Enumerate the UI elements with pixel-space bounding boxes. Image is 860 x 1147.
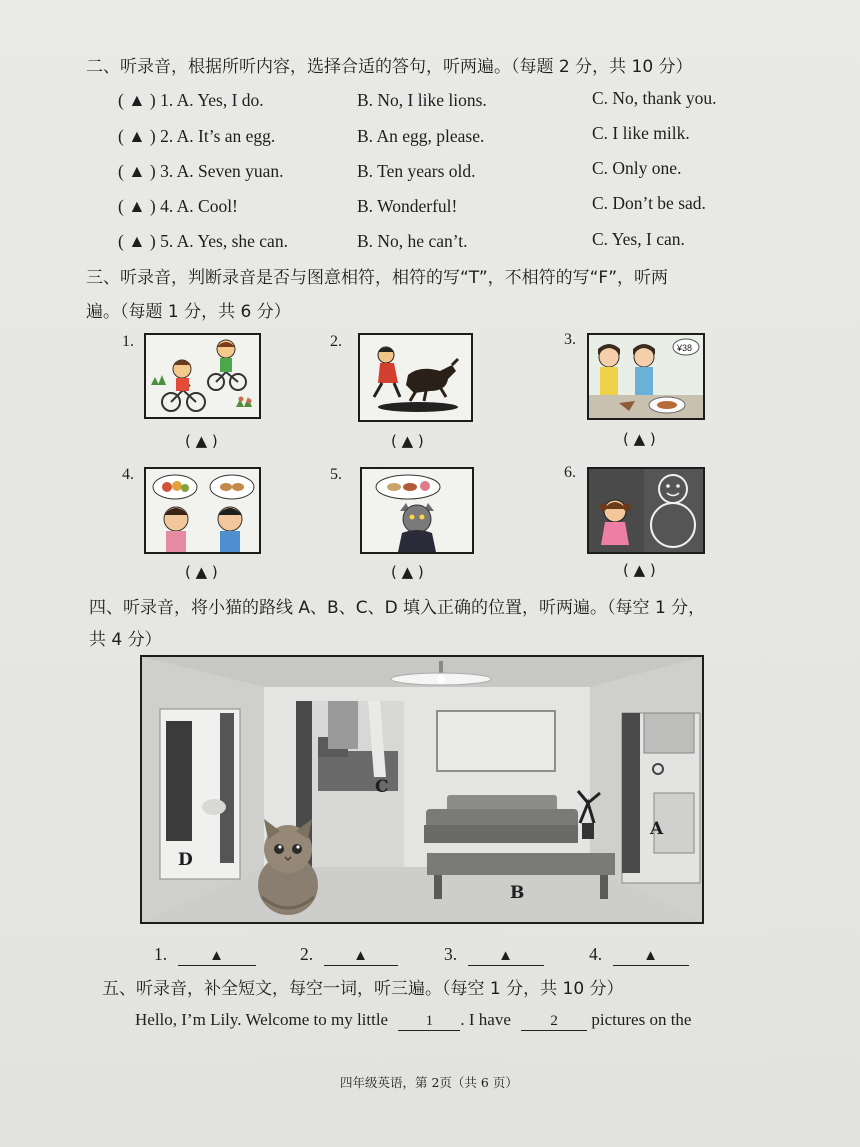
kids-riding-bikes-illustration [146,335,259,417]
q5-option-b: B. No, he can’t. [357,231,468,251]
route-blank-4-number: 4. [589,944,603,964]
picture-5-answer: ( ▲ ) [391,563,424,581]
picture-1-number: 1. [122,333,134,350]
route-blank-3 [444,944,544,966]
q1-option-a: ( ▲ ) 1. A. Yes, I do. [118,90,264,110]
picture-3-answer: ( ▲ ) [623,430,656,448]
q2-option-b: B. An egg, please. [357,126,485,146]
route-blank-1-number: 1. [154,944,168,964]
route-blank-3-answer: ▲ [468,948,544,966]
passage-blank-2: 2 [521,1013,587,1031]
passage-text-1: Hello, I’m Lily. Welcome to my little [135,1010,389,1029]
living-room-illustration [142,657,702,922]
route-blank-1 [154,944,256,966]
picture-6 [587,467,705,554]
picture-4-number: 4. [122,466,134,483]
passage-text-3: pictures on the [591,1010,692,1029]
kids-thinking-food-illustration [146,469,259,552]
q2-option-a: ( ▲ ) 2. A. It’s an egg. [118,126,276,146]
boy-and-dog-illustration [360,335,471,420]
section3-title-line2: 遍。（每题 1 分，共 6 分） [86,302,291,322]
picture-2-answer: ( ▲ ) [391,432,424,450]
route-blank-4 [589,944,689,966]
picture-2 [358,333,473,422]
picture-5-number: 5. [330,466,342,483]
route-blank-2-number: 2. [300,944,314,964]
section5-title: 五、听录音，补全短文，每空一词，听三遍。（每空 1 分，共 10 分） [102,979,624,999]
room-label-c: C [375,777,389,797]
q4-option-c: C. Don’t be sad. [592,193,706,213]
picture-2-number: 2. [330,333,342,350]
q3-option-c: C. Only one. [592,158,682,178]
shopping-girls-illustration [589,335,703,418]
price-tag-text: ¥38 [677,343,693,353]
picture-4 [144,467,261,554]
picture-5 [360,467,474,554]
q1-option-b: B. No, I like lions. [357,90,487,110]
passage-blank-1: 1 [398,1013,460,1031]
room-label-a: A [650,819,664,839]
section3-title-line1: 三、听录音，判断录音是否与图意相符，相符的写“T”，不相符的写“F”，听两 [86,268,669,288]
q3-option-a: ( ▲ ) 3. A. Seven yuan. [118,161,284,181]
q4-option-a: ( ▲ ) 4. A. Cool! [118,196,238,216]
picture-1 [144,333,261,419]
q3-option-b: B. Ten years old. [357,161,476,181]
picture-4-answer: ( ▲ ) [185,563,218,581]
route-blank-3-number: 3. [444,944,458,964]
route-blank-4-answer: ▲ [613,948,689,966]
section2-title: 二、听录音，根据所听内容，选择合适的答句，听两遍。（每题 2 分，共 10 分） [86,57,693,77]
section5-passage [135,1010,691,1031]
q5-option-c: C. Yes, I can. [592,229,685,249]
q5-option-a: ( ▲ ) 5. A. Yes, she can. [118,231,288,251]
q2-option-c: C. I like milk. [592,123,690,143]
page-footer: 四年级英语，第 2页（共 6 页） [340,1075,518,1090]
passage-text-2: . I have [460,1010,511,1029]
route-blank-2-answer: ▲ [324,948,398,966]
picture-1-answer: ( ▲ ) [185,432,218,450]
picture-6-number: 6. [564,464,576,481]
section4-title-line1: 四、听录音，将小猫的路线 A、B、C、D 填入正确的位置，听两遍。（每空 1 分， [89,598,706,618]
room-label-d: D [178,850,193,870]
cat-thinking-food-illustration [362,469,472,552]
picture-6-answer: ( ▲ ) [623,561,656,579]
route-blank-2 [300,944,398,966]
picture-3-number: 3. [564,331,576,348]
picture-3 [587,333,705,420]
section4-title-line2: 共 4 分） [89,630,162,650]
girl-and-snowman-illustration [589,469,703,552]
living-room-picture [140,655,704,924]
route-blank-1-answer: ▲ [178,948,256,966]
q1-option-c: C. No, thank you. [592,88,717,108]
room-label-b: B [510,883,525,903]
q4-option-b: B. Wonderful! [357,196,458,216]
